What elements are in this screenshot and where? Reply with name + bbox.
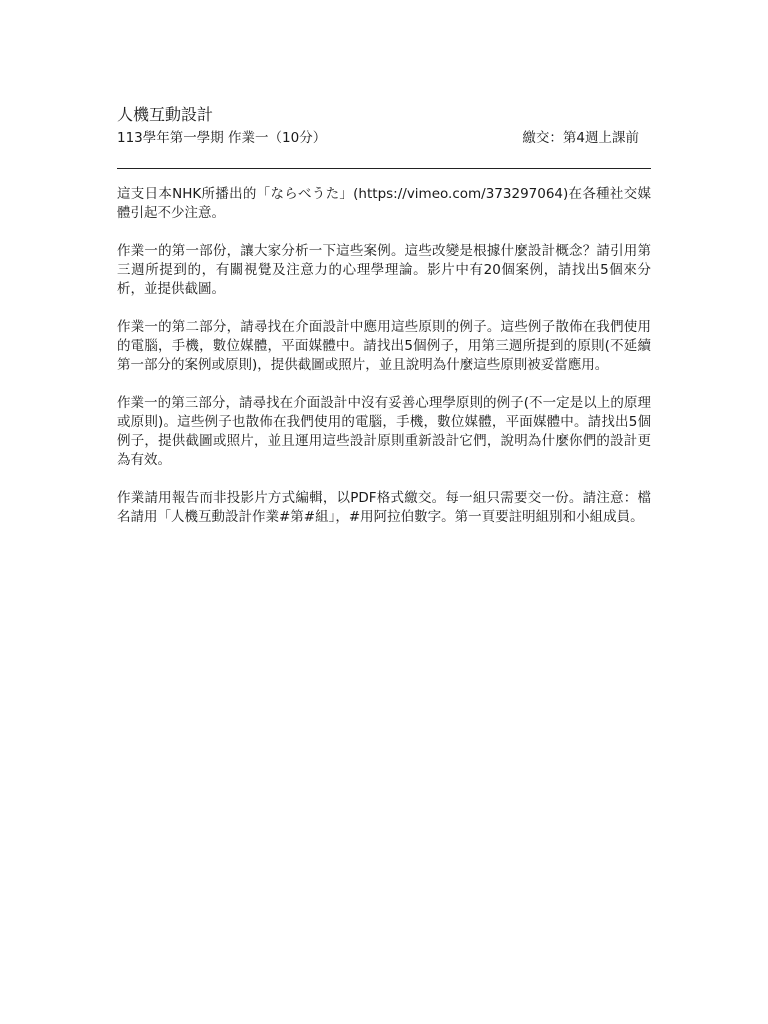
paragraph-submission: 作業請用報告而非投影片方式編輯，以PDF格式繳交。每一組只需要交一份。請注意：檔名請用「人機互動設計作業#第#組」，#用阿拉伯數字。第一頁要註明組別和小組成員。 [117, 490, 651, 525]
header-divider [117, 168, 651, 169]
paragraph-part-three: 作業一的第三部分，請尋找在介面設計中沒有妥善心理學原則的例子(不一定是以上的原理或原則)。這些例子也散佈在我們使用的電腦，手機，數位媒體，平面媒體中。請找出5個例子，提供截圖或照片，並且運用這些設計原則重新設計它們，說明為什麼你們的設計更為有效。 [117, 395, 651, 468]
paragraph-part-one: 作業一的第一部份，讓大家分析一下這些案例。這些改變是根據什麼設計概念？請引用第三週所提到的，有關視覺及注意力的心理學理論。影片中有20個案例，請找出5個來分析，並提供截圖。 [117, 243, 651, 297]
document-body [117, 185, 651, 527]
course-title: 人機互動設計 [117, 105, 214, 124]
document-page [117, 104, 651, 546]
subtitle-row [117, 128, 651, 148]
assignment-info: 113學年第一學期 作業一（10分） [117, 130, 327, 146]
paragraph-intro: 這支日本NHK所播出的「ならべうた」(https://vimeo.com/373297064)在各種社交媒體引起不少注意。 [117, 186, 651, 221]
paragraph-part-two: 作業一的第二部分，請尋找在介面設計中應用這些原則的例子。這些例子散佈在我們使用的電腦，手機，數位媒體，平面媒體中。請找出5個例子，用第三週所提到的原則(不延續第一部分的案例或原則)，提供截圖或照片，並且說明為什麼這些原則被妥當應用。 [117, 319, 651, 373]
due-date: 繳交：第4週上課前 [522, 130, 639, 146]
